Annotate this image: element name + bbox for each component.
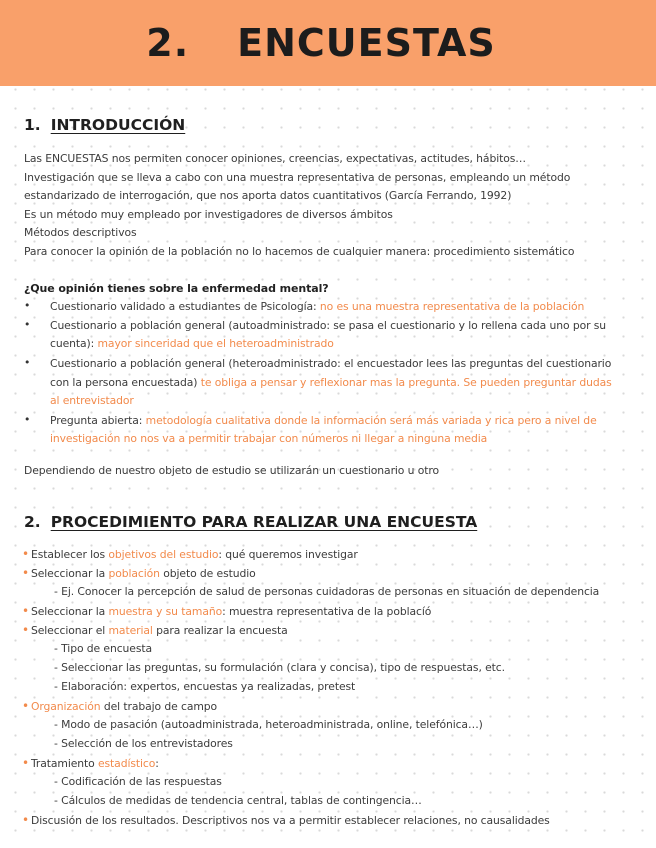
intro-line: Investigación que se lleva a cabo con una muestra representativa de personas, empleando un método bbox=[24, 171, 571, 184]
item-highlight: Organización bbox=[30, 700, 101, 713]
procedure-subitem bbox=[54, 775, 222, 788]
bullet-item-cont bbox=[50, 376, 612, 389]
section-2-heading bbox=[24, 513, 477, 531]
item-text: Discusión de los resultados. Descriptivos nos va a permitir establecer relaciones, no causalidades bbox=[30, 814, 550, 827]
intro-line: Las ENCUESTAS nos permiten conocer opiniones, creencias, expectativas, actitudes, hábitos… bbox=[24, 152, 526, 165]
item-text: Seleccionar la bbox=[30, 567, 109, 580]
item-highlight: objetivos del estudio bbox=[108, 548, 219, 561]
procedure-item bbox=[22, 547, 358, 561]
bullet-item bbox=[50, 300, 584, 313]
subitem-text: - Seleccionar las preguntas, su formulación (clara y concisa), tipo de respuestas, etc. bbox=[54, 661, 505, 674]
subitem-text: - Modo de pasación (autoadministrada, heteroadministrada, online, telefónica…) bbox=[54, 718, 483, 731]
item-text: : qué queremos investigar bbox=[218, 548, 358, 561]
bullet-dot: • bbox=[24, 318, 31, 331]
orange-bullet-icon: • bbox=[22, 756, 29, 770]
bullet-highlight: metodología cualitativa donde la información será más variada y rica pero a nivel de bbox=[142, 414, 597, 427]
bullet-item: Cuestionario a población general (autoadministrado: se pasa el cuestionario y lo rellena cada uno por su bbox=[50, 319, 607, 332]
section-2-number: 2. bbox=[24, 513, 41, 531]
item-text: : muestra representativa de la poblacíó bbox=[222, 605, 432, 618]
procedure-subitem bbox=[54, 794, 422, 807]
section-1-title: INTRODUCCIÓN bbox=[50, 116, 186, 134]
bullet-text: con la persona encuestada) bbox=[50, 376, 198, 389]
item-text: Seleccionar el bbox=[30, 624, 109, 637]
procedure-subitem bbox=[54, 661, 505, 674]
section-2-title: PROCEDIMIENTO PARA REALIZAR UNA ENCUESTA bbox=[50, 513, 478, 531]
item-highlight: estadístico bbox=[97, 757, 156, 770]
intro-line: Para conocer la opinión de la población no lo hacemos de cualquier manera: procedimiento sistemático bbox=[24, 245, 575, 258]
subitem-text: - Cálculos de medidas de tendencia central, tablas de contingencia… bbox=[54, 794, 422, 807]
orange-bullet-icon: • bbox=[22, 566, 29, 580]
subitem-text: - Elaboración: expertos, encuestas ya realizadas, pretest bbox=[54, 680, 356, 693]
title-text: ENCUESTAS bbox=[237, 21, 496, 65]
bullet-highlight-cont: investigación no nos va a permitir trabajar con números ni llegar a ninguna media bbox=[50, 432, 488, 445]
title-number: 2. bbox=[146, 21, 190, 65]
bullet-text: Cuestionario validado a estudiantes de Psicología: bbox=[50, 300, 317, 313]
item-text: : bbox=[155, 757, 159, 770]
bullet-highlight: mayor sinceridad que el heteroadministrado bbox=[94, 337, 334, 350]
bullet-highlight: te obliga a pensar y reflexionar mas la pregunta. Se pueden preguntar dudas bbox=[197, 376, 612, 389]
section-1-number: 1. bbox=[24, 116, 41, 134]
bullet-item: Cuestionario a población general (heteroadministrado: el encuestador lees las preguntas del cuestionario bbox=[50, 357, 612, 370]
bullet-item bbox=[50, 414, 597, 427]
bullet-dot: • bbox=[24, 413, 31, 426]
bullet-highlight-cont: al entrevistador bbox=[50, 394, 134, 407]
procedure-item bbox=[22, 623, 288, 637]
closing-line: Dependiendo de nuestro objeto de estudio se utilizarán un cuestionario u otro bbox=[24, 464, 439, 477]
subitem-text: - Ej. Conocer la percepción de salud de personas cuidadoras de personas en situación de dependencia bbox=[54, 585, 600, 598]
procedure-item bbox=[22, 566, 256, 580]
intro-line: Métodos descriptivos bbox=[24, 226, 137, 239]
bullet-highlight: no es una muestra representativa de la población bbox=[316, 300, 585, 313]
orange-bullet-icon: • bbox=[22, 699, 29, 713]
procedure-item bbox=[22, 699, 217, 713]
item-highlight: material bbox=[108, 624, 153, 637]
subitem-text: - Codificación de las respuestas bbox=[54, 775, 222, 788]
procedure-item bbox=[22, 813, 550, 827]
orange-bullet-icon: • bbox=[22, 813, 29, 827]
procedure-subitem bbox=[54, 680, 355, 693]
intro-line: Es un método muy empleado por investigadores de diversos ámbitos bbox=[24, 208, 393, 221]
bullet-dot: • bbox=[24, 356, 31, 369]
procedure-subitem bbox=[54, 737, 233, 750]
procedure-item bbox=[22, 604, 431, 618]
item-highlight: muestra y su tamaño bbox=[108, 605, 223, 618]
procedure-subitem bbox=[54, 642, 152, 655]
orange-bullet-icon: • bbox=[22, 547, 29, 561]
item-text: del trabajo de campo bbox=[100, 700, 218, 713]
item-highlight: población bbox=[108, 567, 160, 580]
item-text: Tratamiento bbox=[30, 757, 98, 770]
bullet-dot: • bbox=[24, 299, 31, 312]
intro-line: estandarizado de interrogación, que nos aporta datos cuantitativos (García Ferrando, 1992) bbox=[24, 189, 512, 202]
bullet-text: Pregunta abierta: bbox=[50, 414, 143, 427]
subitem-text: - Tipo de encuesta bbox=[54, 642, 152, 655]
subitem-text: - Selección de los entrevistadores bbox=[54, 737, 233, 750]
title-banner bbox=[0, 0, 656, 86]
bullet-item-cont bbox=[50, 337, 334, 350]
item-text: Establecer los bbox=[30, 548, 109, 561]
bullet-text: cuenta): bbox=[50, 337, 95, 350]
item-text: para realizar la encuesta bbox=[152, 624, 288, 637]
procedure-subitem bbox=[54, 718, 483, 731]
item-text: objeto de estudio bbox=[159, 567, 256, 580]
orange-bullet-icon: • bbox=[22, 623, 29, 637]
section-1-heading bbox=[24, 116, 185, 134]
item-text: Seleccionar la bbox=[30, 605, 109, 618]
procedure-item bbox=[22, 756, 159, 770]
orange-bullet-icon: • bbox=[22, 604, 29, 618]
page-title bbox=[146, 21, 495, 65]
question-heading: ¿Que opinión tienes sobre la enfermedad mental? bbox=[24, 282, 329, 295]
procedure-subitem bbox=[54, 585, 599, 598]
